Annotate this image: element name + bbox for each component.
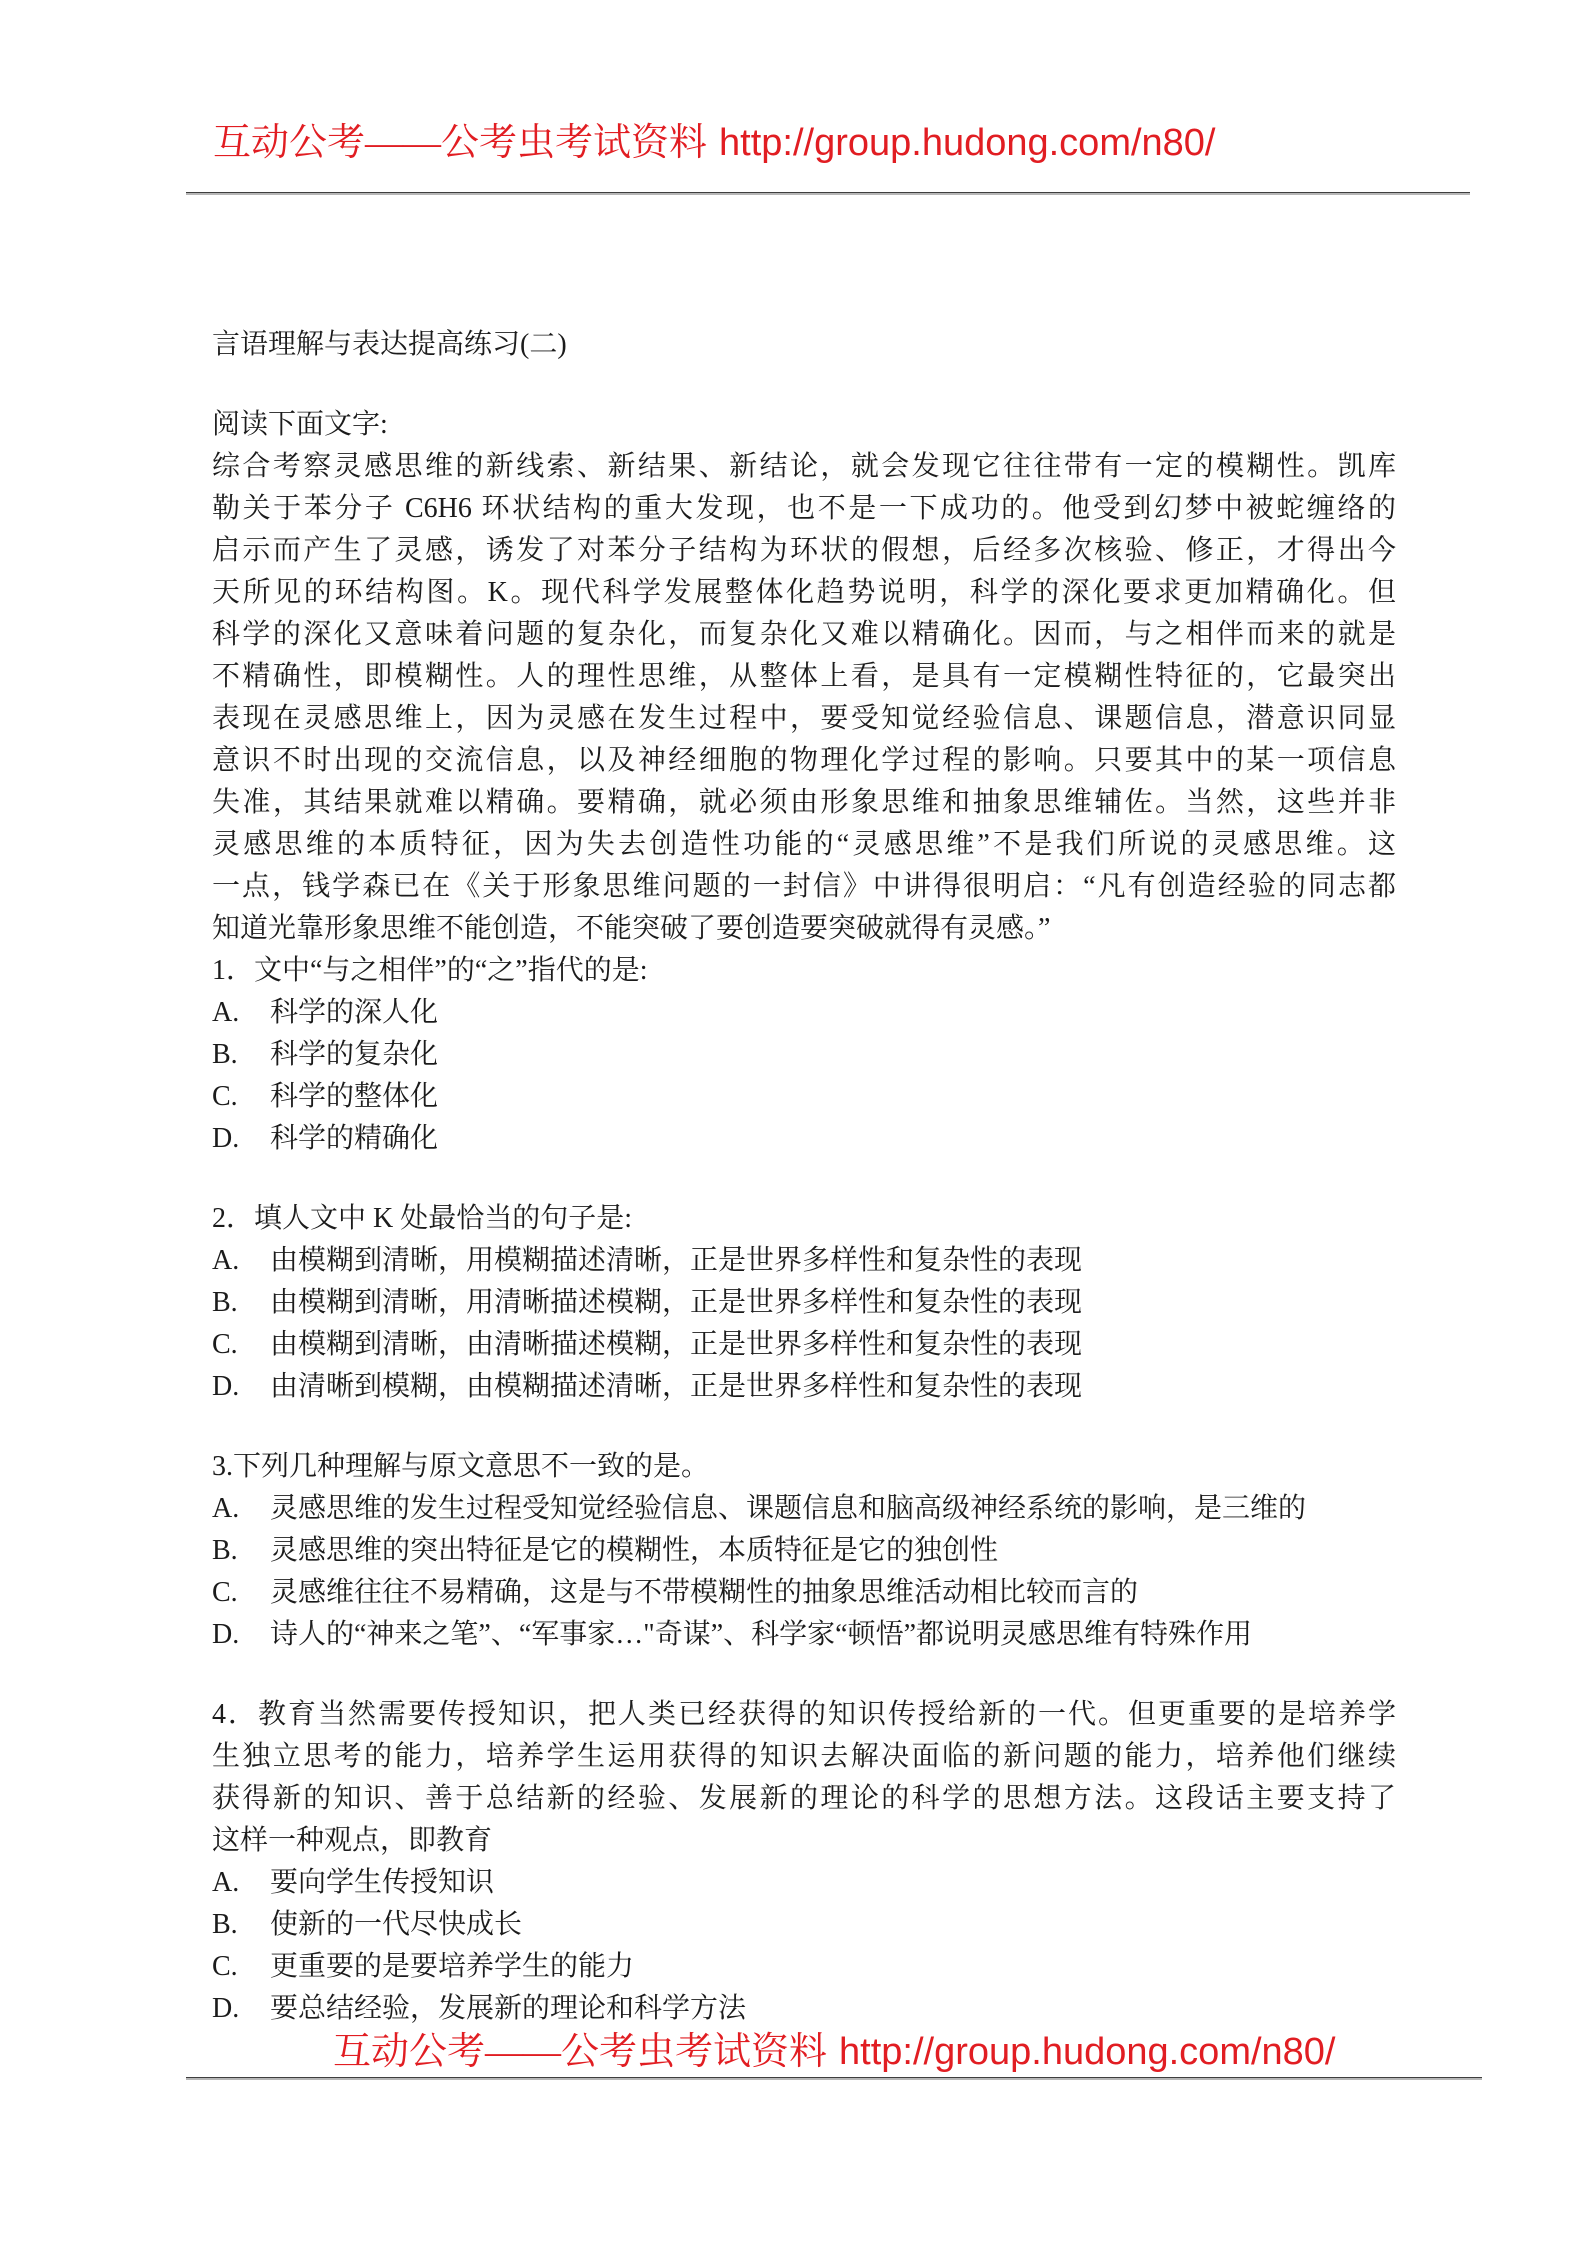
question-stem: 2．填人文中 K 处最恰当的句子是: [212,1203,633,1234]
option-text: 科学的深人化 [270,997,439,1028]
option-row [212,1282,1396,1324]
option-text: 科学的整体化 [270,1081,439,1112]
option-label: A. [212,997,240,1028]
passage-line: 不精确性，即模糊性。人的理性思维，从整体上看，是具有一定模糊性特征的，它最突出 [212,661,1396,692]
option-text: 灵感思维的突出特征是它的模糊性，本质特征是它的独创性 [270,1535,999,1566]
passage-line: 意识不时出现的交流信息，以及神经细胞的物理化学过程的影响。只要其中的某一项信息 [212,745,1396,776]
passage-line: 知道光靠形象思维不能创造，不能突破了要创造要突破就得有灵感。” [212,913,1051,944]
passage-line: 启示而产生了灵感，诱发了对苯分子结构为环状的假想，后经多次核验、修正，才得出今 [212,535,1396,566]
stem-line: 这样一种观点，即教育 [212,1825,493,1856]
footer-banner [333,2029,1335,2075]
option-label: D. [212,1371,240,1402]
page-title: 言语理解与表达提高练习(二) [212,329,567,360]
option-label: B. [212,1039,238,1070]
stem-line: 4．教育当然需要传授知识，把人类已经获得的知识传授给新的一代。但更重要的是培养学 [212,1699,1396,1730]
option-row [212,1946,1396,1988]
passage-line: 综合考察灵感思维的新线索、新结果、新结论，就会发现它往往带有一定的模糊性。凯库 [212,451,1396,482]
option-label: D. [212,1619,240,1650]
question-stem [212,1694,1396,1862]
option-row [212,1240,1396,1282]
option-row [212,1904,1396,1946]
option-label: C. [212,1329,238,1360]
option-row [212,1076,1396,1118]
option-text: 科学的复杂化 [270,1039,439,1070]
option-label: C. [212,1081,238,1112]
option-label: B. [212,1535,238,1566]
passage-line: 科学的深化又意味着问题的复杂化，而复杂化又难以精确化。因而，与之相伴而来的就是 [212,619,1396,650]
passage-intro: 阅读下面文字: [212,409,388,440]
option-text: 科学的精确化 [270,1123,439,1154]
passage-line: 灵感思维的本质特征，因为失去创造性功能的“灵感思维”不是我们所说的灵感思维。这 [212,829,1396,860]
question-3 [212,1446,1396,1656]
option-row [212,1530,1396,1572]
question-1 [212,950,1396,1160]
passage-line: 天所见的环结构图。K。现代科学发展整体化趋势说明，科学的深化要求更加精确化。但 [212,577,1396,608]
footer-url-link[interactable]: http://group.hudong.com/n80/ [839,2031,1336,2073]
option-text: 由模糊到清晰，用清晰描述模糊，正是世界多样性和复杂性的表现 [270,1287,1083,1318]
passage-line: 勒关于苯分子 C6H6 环状结构的重大发现，也不是一下成功的。他受到幻梦中被蛇缠络的 [212,493,1396,524]
option-text: 灵感思维的发生过程受知觉经验信息、课题信息和脑高级神经系统的影响，是三维的 [270,1493,1307,1524]
option-label: B. [212,1909,238,1940]
question-2 [212,1198,1396,1408]
option-text: 由模糊到清晰，由清晰描述模糊，正是世界多样性和复杂性的表现 [270,1329,1083,1360]
option-label: C. [212,1577,238,1608]
stem-line: 获得新的知识、善于总结新的经验、发展新的理论的科学的思想方法。这段话主要支持了 [212,1783,1396,1814]
option-text: 诗人的“神来之笔”、“军事家…"奇谋”、科学家“顿悟”都说明灵感思维有特殊作用 [270,1619,1252,1650]
header-banner [213,120,1215,166]
header-url-link[interactable]: http://group.hudong.com/n80/ [719,122,1216,164]
passage-line: 失准，其结果就难以精确。要精确，就必须由形象思维和抽象思维辅佐。当然，这些并非 [212,787,1396,818]
question-4 [212,1694,1396,2030]
option-text: 灵感维往往不易精确，这是与不带模糊性的抽象思维活动相比较而言的 [270,1577,1139,1608]
option-text: 由模糊到清晰，用模糊描述清晰，正是世界多样性和复杂性的表现 [270,1245,1083,1276]
option-row [212,1324,1396,1366]
option-text: 更重要的是要培养学生的能力 [270,1951,635,1982]
option-label: D. [212,1993,240,2024]
option-label: A. [212,1867,240,1898]
passage-line: 一点，钱学森已在《关于形象思维问题的一封信》中讲得很明启：“凡有创造经验的同志都 [212,871,1396,902]
option-row [212,1034,1396,1076]
option-row [212,992,1396,1034]
option-row [212,1118,1396,1160]
option-label: C. [212,1951,238,1982]
option-label: D. [212,1123,240,1154]
header-brand-text: 互动公考——公考虫考试资料 [213,122,708,164]
question-stem: 3.下列几种理解与原文意思不一致的是。 [212,1451,710,1482]
document-body [212,324,1396,2030]
header-divider [186,192,1470,195]
option-row [212,1988,1396,2030]
option-label: B. [212,1287,238,1318]
option-row [212,1862,1396,1904]
option-text: 要总结经验，发展新的理论和科学方法 [270,1993,747,2024]
footer-divider [186,2077,1482,2080]
option-text: 要向学生传授知识 [270,1867,495,1898]
option-row [212,1488,1396,1530]
question-stem: 1．文中“与之相伴”的“之”指代的是: [212,955,648,986]
option-text: 由清晰到模糊，由模糊描述清晰，正是世界多样性和复杂性的表现 [270,1371,1083,1402]
option-row [212,1366,1396,1408]
option-row [212,1614,1396,1656]
option-text: 使新的一代尽快成长 [270,1909,523,1940]
passage-line: 表现在灵感思维上，因为灵感在发生过程中，要受知觉经验信息、课题信息，潜意识同显 [212,703,1396,734]
reading-passage [212,446,1396,950]
option-row [212,1572,1396,1614]
option-label: A. [212,1493,240,1524]
option-label: A. [212,1245,240,1276]
footer-brand-text: 互动公考——公考虫考试资料 [333,2031,828,2073]
stem-line: 生独立思考的能力，培养学生运用获得的知识去解决面临的新问题的能力，培养他们继续 [212,1741,1396,1772]
